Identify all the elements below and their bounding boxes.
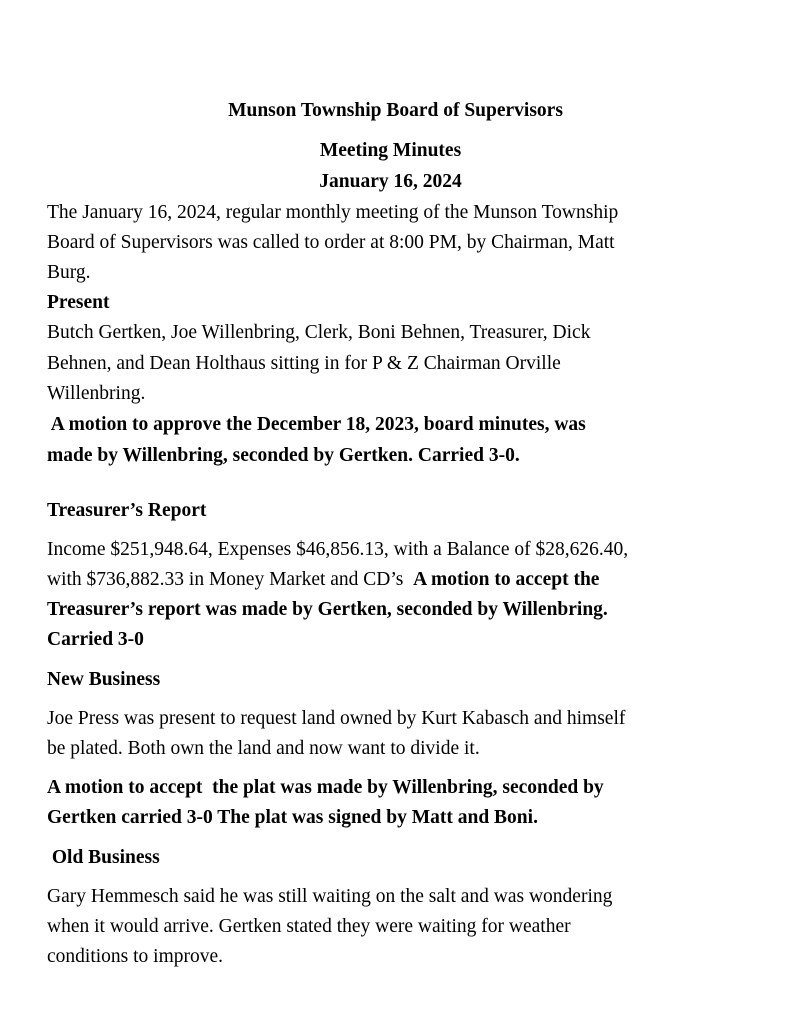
present-line: Willenbring. bbox=[47, 383, 146, 404]
old-business-line: when it would arrive. Gertken stated they were waiting for weather bbox=[47, 916, 571, 937]
treasurer-motion: A motion to accept the bbox=[413, 569, 600, 590]
treasurer-motion: Carried 3-0 bbox=[47, 629, 144, 650]
old-business-heading: Old Business bbox=[47, 847, 160, 868]
present-heading: Present bbox=[47, 292, 110, 313]
present-line: Behnen, and Dean Holthaus sitting in for P & Z Chairman Orville bbox=[47, 353, 561, 374]
plat-motion: Gertken carried 3-0 The plat was signed by Matt and Boni. bbox=[47, 807, 538, 828]
treasurer-line: Income $251,948.64, Expenses $46,856.13, with a Balance of $28,626.40, bbox=[47, 539, 629, 560]
present-line: Butch Gertken, Joe Willenbring, Clerk, Boni Behnen, Treasurer, Dick bbox=[47, 322, 591, 343]
intro-line: Burg. bbox=[47, 262, 91, 283]
new-business-line: Joe Press was present to request land owned by Kurt Kabasch and himself bbox=[47, 708, 626, 729]
board-title: Munson Township Board of Supervisors bbox=[228, 100, 563, 121]
new-business-line: be plated. Both own the land and now want to divide it. bbox=[47, 738, 480, 759]
treasurer-motion: Treasurer’s report was made by Gertken, seconded by Willenbring. bbox=[47, 599, 608, 620]
plat-motion: A motion to accept the plat was made by Willenbring, seconded by bbox=[47, 777, 604, 798]
approve-minutes-motion: A motion to approve the December 18, 2023, board minutes, was bbox=[47, 414, 586, 435]
old-business-line: conditions to improve. bbox=[47, 946, 224, 967]
intro-line: The January 16, 2024, regular monthly meeting of the Munson Township bbox=[47, 202, 619, 223]
treasurer-text: with $736,882.33 in Money Market and CD’s bbox=[47, 569, 414, 590]
intro-line: Board of Supervisors was called to order at 8:00 PM, by Chairman, Matt bbox=[47, 232, 615, 253]
doc-title: Meeting Minutes bbox=[319, 140, 462, 161]
treasurer-line bbox=[47, 568, 599, 592]
new-business-heading: New Business bbox=[47, 669, 161, 690]
approve-minutes-motion: made by Willenbring, seconded by Gertken. Carried 3-0. bbox=[47, 445, 520, 466]
old-business-line: Gary Hemmesch said he was still waiting on the salt and was wondering bbox=[47, 886, 613, 907]
treasurer-heading: Treasurer’s Report bbox=[47, 500, 207, 521]
meeting-date: January 16, 2024 bbox=[319, 171, 462, 192]
